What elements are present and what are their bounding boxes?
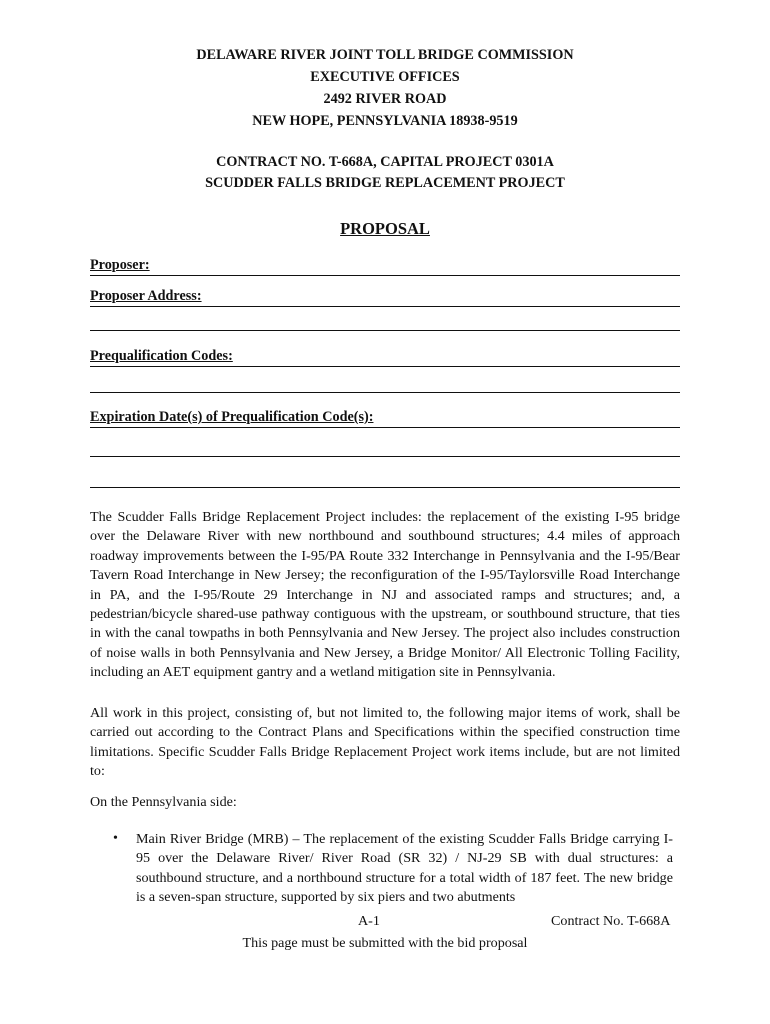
expiration-line-3[interactable] [90,487,680,488]
pennsylvania-side-heading: On the Pennsylvania side: [90,794,237,810]
proposer-address-field[interactable] [90,288,680,307]
prequalification-line-2[interactable] [90,392,680,393]
header-line-4: NEW HOPE, PENNSYLVANIA 18938-9519 [252,113,518,129]
header-line-1: DELAWARE RIVER JOINT TOLL BRIDGE COMMISSION [196,47,574,63]
prequalification-codes-label: Prequalification Codes: [90,348,233,364]
footer-note: This page must be submitted with the bid proposal [242,935,528,951]
expiration-date-field[interactable] [90,409,680,428]
contract-line-1: CONTRACT NO. T-668A, CAPITAL PROJECT 0301A [216,154,554,170]
contract-line-2: SCUDDER FALLS BRIDGE REPLACEMENT PROJECT [205,175,565,191]
proposer-label: Proposer: [90,257,150,273]
expiration-line-2[interactable] [90,456,680,457]
proposer-address-label: Proposer Address: [90,288,202,304]
header-line-2: EXECUTIVE OFFICES [310,69,460,85]
footer-contract-number: Contract No. T-668A [551,913,671,929]
project-description-paragraph: The Scudder Falls Bridge Replacement Project includes: the replacement of the existing I-95 bridge over the Delaware River with new northbound and southbound structures; 4.4 miles of approach roadway improvements between the I-95/PA Route 332 Interchange in Pennsylvania and the I-95/Bear Tavern Road Interchange in New Jersey; the reconfiguration of the I-95/Taylorsville Road Interchange in PA, and the I-95/Route 29 Interchange in NJ and associated ramps and structures; and, a pedestrian/bicycle shared-use pathway contiguous with the upstream, or southbound structure, that ties in with the canal towpaths in both Pennsylvania and New Jersey. The project also includes construction of noise walls in both Pennsylvania and New Jersey, a Bridge Monitor/ All Electronic Tolling Facility, including an AET equipment gantry and a wetland mitigation site in Pennsylvania. [90,509,680,681]
work-items-paragraph: All work in this project, consisting of, but not limited to, the following major items of work, shall be carried out according to the Contract Plans and Specifications within the specified construction time limitations. Specific Scudder Falls Bridge Replacement Project work items include, but are not limited to: [90,705,680,780]
address-line-2[interactable] [90,330,680,331]
main-river-bridge-item: Main River Bridge (MRB) – The replacement of the existing Scudder Falls Bridge carrying I-95 over the Delaware River/ River Road (SR 32) / NJ-29 SB with dual structures: a southbound structure, and a northbound structure for a total width of 187 feet. The new bridge is a seven-span structure, supported by six piers and two abutments [136,831,673,906]
expiration-date-label: Expiration Date(s) of Prequalification Code(s): [90,409,374,425]
bullet-marker: • [113,830,118,846]
prequalification-codes-field[interactable] [90,348,680,367]
page-number: A-1 [358,913,380,929]
page-title: PROPOSAL [340,219,430,238]
header-line-3: 2492 RIVER ROAD [323,91,447,107]
proposer-field[interactable] [90,257,680,276]
